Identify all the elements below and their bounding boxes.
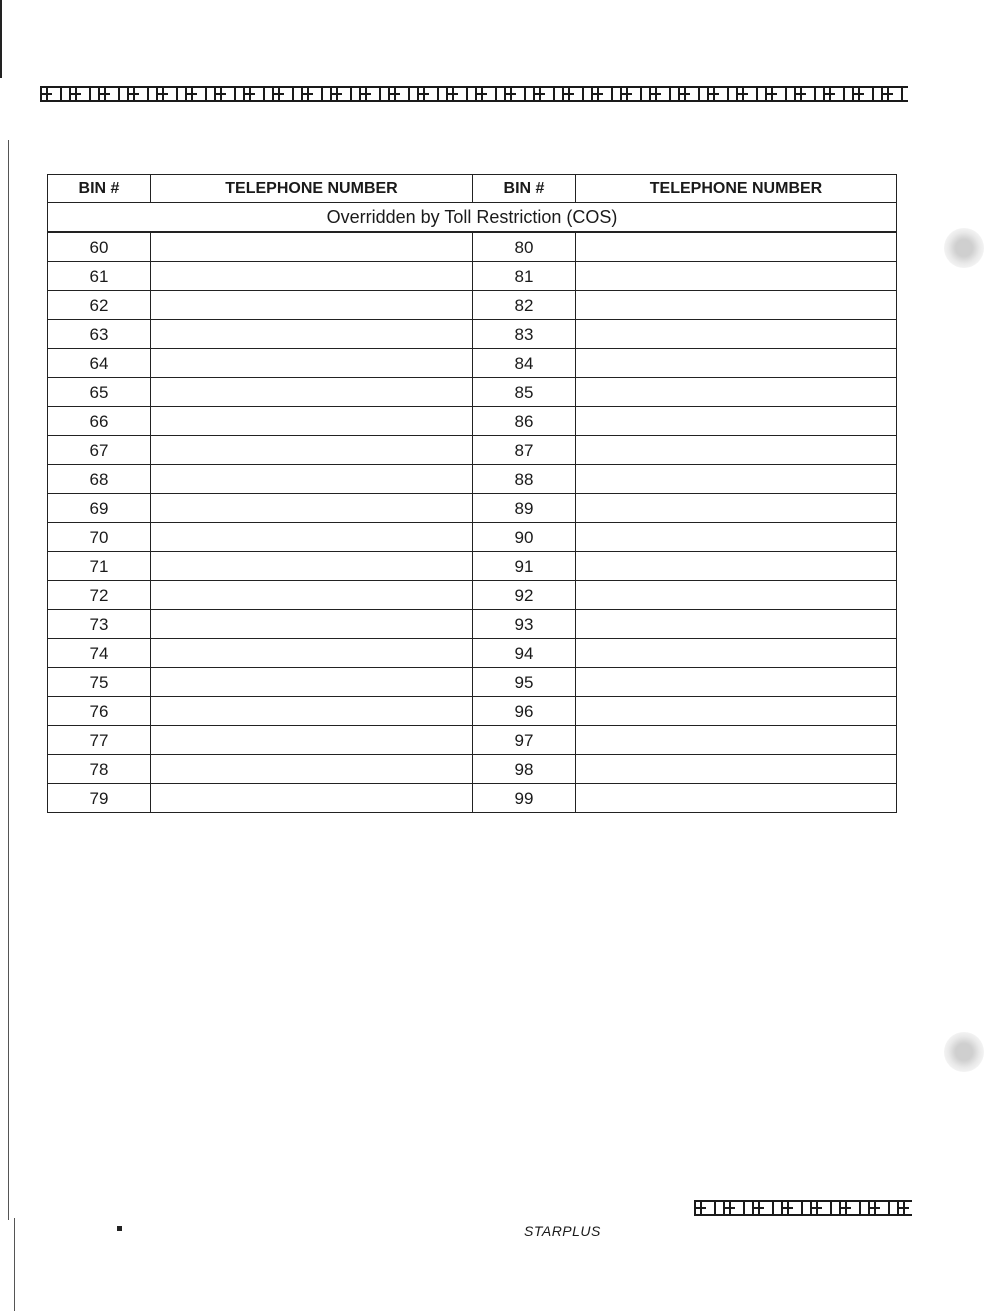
bin-left-cell: 74	[48, 639, 151, 668]
bin-right-cell: 88	[473, 465, 576, 494]
bin-right-cell: 84	[473, 349, 576, 378]
table-row	[48, 465, 897, 494]
telephone-right-cell[interactable]	[576, 291, 897, 320]
bin-right-cell: 80	[473, 232, 576, 262]
telephone-left-cell[interactable]	[151, 465, 473, 494]
table-row	[48, 552, 897, 581]
telephone-left-cell[interactable]	[151, 552, 473, 581]
footer-bullet-icon	[117, 1226, 122, 1231]
bin-right-cell: 92	[473, 581, 576, 610]
bin-left-cell: 68	[48, 465, 151, 494]
bin-left-cell: 65	[48, 378, 151, 407]
bin-left-cell: 79	[48, 784, 151, 813]
telephone-left-cell[interactable]	[151, 407, 473, 436]
telephone-right-cell[interactable]	[576, 523, 897, 552]
table-row	[48, 291, 897, 320]
bin-right-cell: 83	[473, 320, 576, 349]
table-row	[48, 262, 897, 291]
bin-left-cell: 73	[48, 610, 151, 639]
telephone-left-cell[interactable]	[151, 523, 473, 552]
bin-telephone-table	[47, 174, 897, 813]
table-row	[48, 610, 897, 639]
telephone-left-cell[interactable]	[151, 697, 473, 726]
scan-edge-top	[0, 0, 2, 78]
telephone-right-cell[interactable]	[576, 639, 897, 668]
telephone-left-cell[interactable]	[151, 232, 473, 262]
punch-hole-icon	[944, 228, 984, 268]
telephone-right-cell[interactable]	[576, 668, 897, 697]
telephone-right-cell[interactable]	[576, 436, 897, 465]
telephone-right-cell[interactable]	[576, 349, 897, 378]
toll-restriction-note-row	[48, 203, 897, 233]
telephone-left-cell[interactable]	[151, 755, 473, 784]
bin-right-cell: 85	[473, 378, 576, 407]
telephone-left-cell[interactable]	[151, 639, 473, 668]
table-row	[48, 523, 897, 552]
table-row	[48, 726, 897, 755]
header-bin-right: BIN #	[473, 175, 576, 203]
bin-right-cell: 99	[473, 784, 576, 813]
bin-right-cell: 89	[473, 494, 576, 523]
telephone-right-cell[interactable]	[576, 610, 897, 639]
greek-key-border-bottom-icon	[694, 1200, 912, 1216]
bin-left-cell: 62	[48, 291, 151, 320]
telephone-left-cell[interactable]	[151, 494, 473, 523]
table-row	[48, 320, 897, 349]
telephone-left-cell[interactable]	[151, 436, 473, 465]
bin-left-cell: 64	[48, 349, 151, 378]
bin-left-cell: 66	[48, 407, 151, 436]
telephone-left-cell[interactable]	[151, 378, 473, 407]
telephone-right-cell[interactable]	[576, 581, 897, 610]
bin-left-cell: 76	[48, 697, 151, 726]
telephone-left-cell[interactable]	[151, 610, 473, 639]
bin-left-cell: 71	[48, 552, 151, 581]
table-row	[48, 697, 897, 726]
telephone-right-cell[interactable]	[576, 262, 897, 291]
table-row	[48, 784, 897, 813]
telephone-left-cell[interactable]	[151, 668, 473, 697]
bin-right-cell: 87	[473, 436, 576, 465]
table-row	[48, 581, 897, 610]
bin-right-cell: 86	[473, 407, 576, 436]
bin-left-cell: 63	[48, 320, 151, 349]
bin-right-cell: 96	[473, 697, 576, 726]
header-telephone-left: TELEPHONE NUMBER	[151, 175, 473, 203]
telephone-left-cell[interactable]	[151, 291, 473, 320]
footer-brand: STARPLUS	[524, 1223, 601, 1239]
telephone-left-cell[interactable]	[151, 349, 473, 378]
bin-left-cell: 78	[48, 755, 151, 784]
telephone-left-cell[interactable]	[151, 726, 473, 755]
table-row	[48, 755, 897, 784]
telephone-right-cell[interactable]	[576, 407, 897, 436]
bin-left-cell: 67	[48, 436, 151, 465]
telephone-right-cell[interactable]	[576, 552, 897, 581]
bin-left-cell: 60	[48, 232, 151, 262]
telephone-right-cell[interactable]	[576, 320, 897, 349]
telephone-left-cell[interactable]	[151, 784, 473, 813]
scan-edge-bottom	[14, 1218, 15, 1311]
bin-right-cell: 93	[473, 610, 576, 639]
bin-left-cell: 77	[48, 726, 151, 755]
telephone-right-cell[interactable]	[576, 784, 897, 813]
telephone-right-cell[interactable]	[576, 232, 897, 262]
telephone-right-cell[interactable]	[576, 378, 897, 407]
bin-right-cell: 90	[473, 523, 576, 552]
telephone-right-cell[interactable]	[576, 494, 897, 523]
header-telephone-right: TELEPHONE NUMBER	[576, 175, 897, 203]
telephone-left-cell[interactable]	[151, 320, 473, 349]
table-header-row	[48, 175, 897, 203]
bin-left-cell: 72	[48, 581, 151, 610]
greek-key-border-top-icon	[40, 86, 908, 102]
toll-restriction-note: Overridden by Toll Restriction (COS)	[48, 203, 897, 233]
bin-right-cell: 98	[473, 755, 576, 784]
bin-left-cell: 75	[48, 668, 151, 697]
scan-edge-left	[8, 140, 9, 1220]
table-row	[48, 232, 897, 262]
header-bin-left: BIN #	[48, 175, 151, 203]
bin-right-cell: 82	[473, 291, 576, 320]
table-row	[48, 494, 897, 523]
table-row	[48, 436, 897, 465]
bin-right-cell: 81	[473, 262, 576, 291]
table-row	[48, 639, 897, 668]
punch-hole-icon	[944, 1032, 984, 1072]
bin-left-cell: 70	[48, 523, 151, 552]
telephone-left-cell[interactable]	[151, 581, 473, 610]
bin-right-cell: 97	[473, 726, 576, 755]
bin-left-cell: 69	[48, 494, 151, 523]
telephone-left-cell[interactable]	[151, 262, 473, 291]
telephone-right-cell[interactable]	[576, 697, 897, 726]
bin-left-cell: 61	[48, 262, 151, 291]
table-row	[48, 349, 897, 378]
table-row	[48, 668, 897, 697]
telephone-right-cell[interactable]	[576, 465, 897, 494]
bin-right-cell: 94	[473, 639, 576, 668]
bin-right-cell: 95	[473, 668, 576, 697]
table-row	[48, 407, 897, 436]
telephone-right-cell[interactable]	[576, 726, 897, 755]
bin-right-cell: 91	[473, 552, 576, 581]
telephone-right-cell[interactable]	[576, 755, 897, 784]
table-row	[48, 378, 897, 407]
